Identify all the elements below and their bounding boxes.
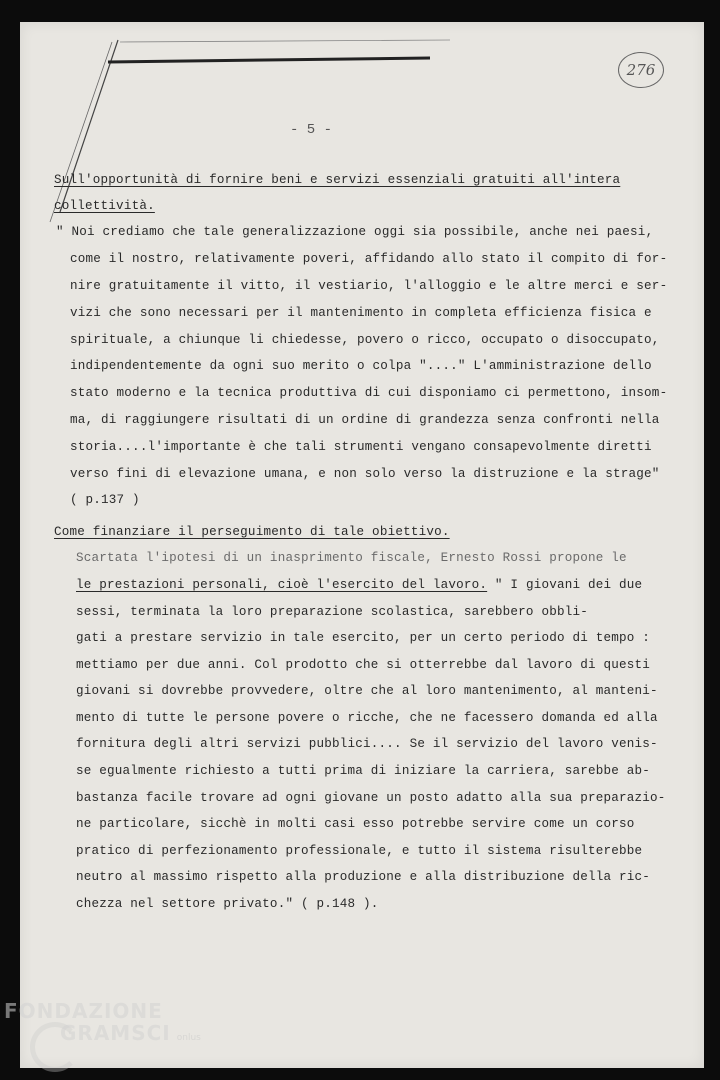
- body-line: giovani si dovrebbe provvedere, oltre che al loro mantenimento, al manteni-: [76, 684, 658, 698]
- lead-continuation: " I giovani dei due: [487, 578, 643, 592]
- fondazione-gramsci-watermark: [4, 1000, 201, 1049]
- body-line: ne particolare, sicchè in molti casi esso potrebbe servire come un corso: [76, 817, 635, 831]
- body-line: fornitura degli altri servizi pubblici.... Se il servizio del lavoro venis-: [76, 737, 658, 751]
- body-line: stato moderno e la tecnica produttiva di cui disponiamo ci permettono, insom-: [70, 386, 668, 400]
- body-line: vizi che sono necessari per il mantenimento in completa efficienza fisica e: [70, 306, 652, 320]
- body-line: come il nostro, relativamente poveri, affidando allo stato il compito di for-: [70, 252, 668, 266]
- page-citation: ( p.137 ): [70, 493, 140, 507]
- body-line: " Noi crediamo che tale generalizzazione oggi sia possibile, anche nei paesi,: [56, 225, 654, 239]
- body-line: ma, di raggiungere risultati di un ordine di grandezza senza confronti nella: [70, 413, 660, 427]
- archive-number-stamp: 276: [618, 52, 664, 88]
- body-line: se egualmente richiesto a tutti prima di iniziare la carriera, sarebbe ab-: [76, 764, 651, 778]
- section1-title-line2: collettività.: [54, 199, 155, 213]
- section2-title: Come finanziare il perseguimento di tale obiettivo.: [54, 525, 450, 539]
- body-line: bastanza facile trovare ad ogni giovane un posto adatto alla sua preparazio-: [76, 791, 666, 805]
- section2-intro-line: Scartata l'ipotesi di un inasprimento fiscale, Ernesto Rossi propone le: [76, 551, 627, 565]
- underlined-phrase: le prestazioni personali, cioè l'esercito del lavoro.: [76, 578, 488, 592]
- section2-lead-line: [76, 577, 642, 593]
- watermark-line1: FONDAZIONE: [4, 999, 163, 1023]
- body-line: indipendentemente da ogni suo merito o colpa "...." L'amministrazione dello: [70, 359, 652, 373]
- body-line: storia....l'importante è che tali strumenti vengano consapevolmente diretti: [70, 440, 652, 454]
- body-line: nire gratuitamente il vitto, il vestiario, l'alloggio e le altre merci e ser-: [70, 279, 668, 293]
- body-line: gati a prestare servizio in tale esercito, per un certo periodo di tempo :: [76, 631, 651, 645]
- watermark-line2: GRAMSCI onlus: [60, 1021, 201, 1045]
- body-line: pratico di perfezionamento professionale, e tutto il sistema risulterebbe: [76, 844, 643, 858]
- watermark-suffix: onlus: [176, 1033, 201, 1043]
- body-line: spirituale, a chiunque li chiedesse, povero o ricco, occupato o disoccupato,: [70, 333, 660, 347]
- section1-title-line1: Sull'opportunità di fornire beni e servizi essenziali gratuiti all'intera: [54, 173, 621, 187]
- body-line: sessi, terminata la loro preparazione scolastica, sarebbero obbli-: [76, 605, 588, 619]
- body-line: mettiamo per due anni. Col prodotto che si otterrebbe dal lavoro di questi: [76, 658, 651, 672]
- body-line: neutro al massimo rispetto alla produzione e alla distribuzione della ric-: [76, 870, 651, 884]
- typewritten-page: [20, 22, 704, 1068]
- body-line: verso fini di elevazione umana, e non solo verso la distruzione e la strage": [70, 467, 660, 481]
- body-line: chezza nel settore privato." ( p.148 ).: [76, 897, 379, 911]
- page-number: - 5 -: [290, 122, 333, 138]
- body-line: mento di tutte le persone povere o ricche, che ne facessero domanda ed alla: [76, 711, 658, 725]
